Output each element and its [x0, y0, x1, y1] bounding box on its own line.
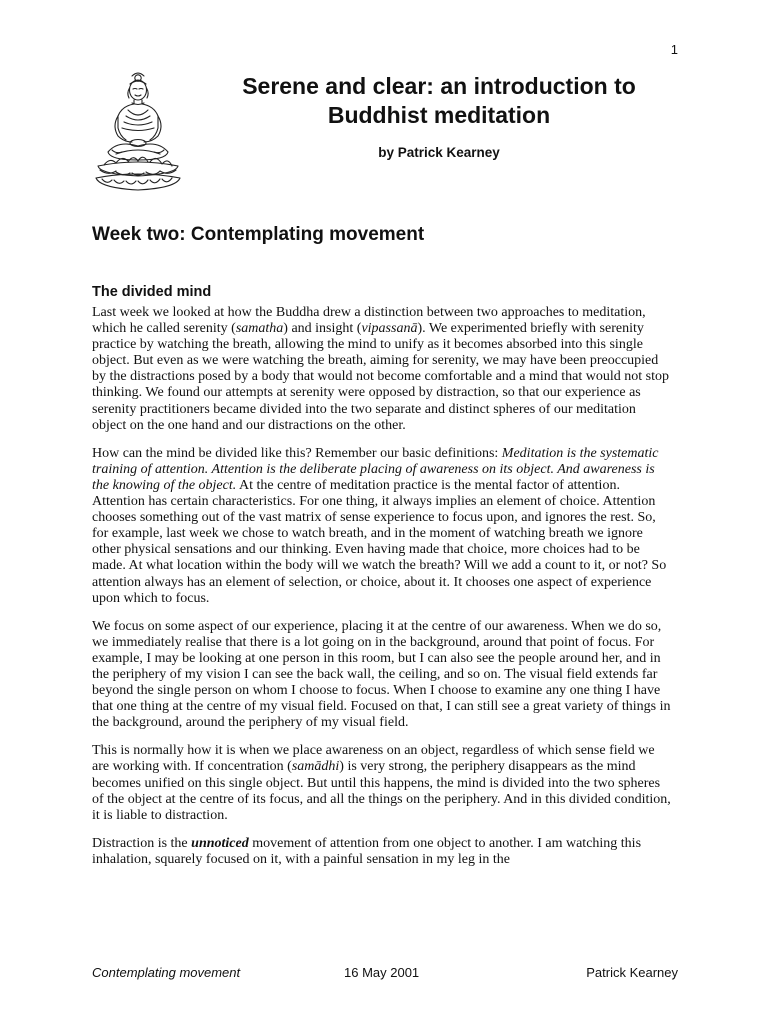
page-number: 1 [670, 42, 678, 57]
title-line-2: Buddhist meditation [327, 102, 551, 128]
term-vipassana: vipassanā [361, 321, 418, 337]
term-samatha: samatha [235, 321, 284, 337]
author-byline: by Patrick Kearney [378, 145, 500, 160]
buddha-illustration [88, 70, 188, 194]
footer-author: Patrick Kearney [586, 965, 678, 980]
paragraph-4: This is normally how it is when we place awareness on an object, regardless of which sense field we are working with. If concentration (samādhi) is very strong, the periphery disappears as the mind becomes unified on this single object. But until this happens, the mind is divided into the two spheres of the object at the centre of its focus, and all the things on the periphery. And in this divided condition, it is liable to distraction. [92, 743, 671, 823]
footer-section-title: Contemplating movement [92, 965, 241, 980]
section-heading: The divided mind [92, 284, 212, 300]
definitions-text: Meditation is the systematic training of attention. Attention is the deliberate placing of awareness on its object. And awareness is the knowing of the object. [92, 445, 659, 493]
paragraph-1: Last week we looked at how the Buddha drew a distinction between two approaches to meditation, which he called serenity (samatha) and insight (vipassanā). We experimented briefly with serenity practice by watching the breath, allowing the mind to unify as it becomes absorbed into this single object. But even as we were watching the breath, aiming for serenity, we may have been preoccupied by the distractions posed by a body that would not become comfortable and a mind that would not stop thinking. We found our attempts at serenity were opposed by distraction, so that our experience as serenity practitioners became divided into the two separate and distinct spheres of our meditation object on the one hand and our distractions on the other. [92, 305, 670, 433]
paragraph-2: How can the mind be divided like this? Remember our basic definitions: Meditation is the systematic training of attention. Attention is the deliberate placing of awareness on its object. And awareness is the knowing of the object. At the centre of meditation practice is the mental factor of attention. Attention has certain characteristics. For one thing, it always implies an element of choice. Attention chooses something out of the vast matrix of sense experience to focus upon, and ignores the rest. So, for example, last week we chose to watch breath, and in the moment of watching breath we ignore other physical sensations and our thinking. Even having made that choice, more choices had to be made. At what location within the body will we watch the breath? Will we add a count to it, or not? So attention always has an element of selection, or choice, about it. It chooses one aspect of experience upon which to focus. [92, 445, 667, 606]
body-text [92, 305, 672, 880]
paragraph-5: Distraction is the unnoticed movement of attention from one object to another. I am watching this inhalation, squarely focused on it, with a painful sensation in my leg in the [92, 835, 642, 867]
footer-date: 16 May 2001 [344, 965, 420, 980]
emphasis-unnoticed: unnoticed [191, 835, 249, 851]
term-samadhi: samādhi [291, 759, 340, 775]
document-title [200, 72, 678, 130]
paragraph-3: We focus on some aspect of our experience, placing it at the centre of our awareness. When we do so, we immediately realise that there is a lot going on in the background, around that point of focus. For example, I may be looking at one person in this room, but I can also see the people around her, and in the periphery of my vision I can see the back wall, the ceiling, and so on. The visual field extends far beyond the single person on whom I choose to focus. When I choose to examine any one thing I have that one thing at the centre of my visual field. Focused on that, I can still see a great variety of things in the background, around the periphery of my visual field. [92, 618, 671, 731]
week-heading: Week two: Contemplating movement [92, 224, 425, 245]
page-footer [92, 965, 678, 981]
title-line-1: Serene and clear: an introduction to [242, 73, 636, 99]
